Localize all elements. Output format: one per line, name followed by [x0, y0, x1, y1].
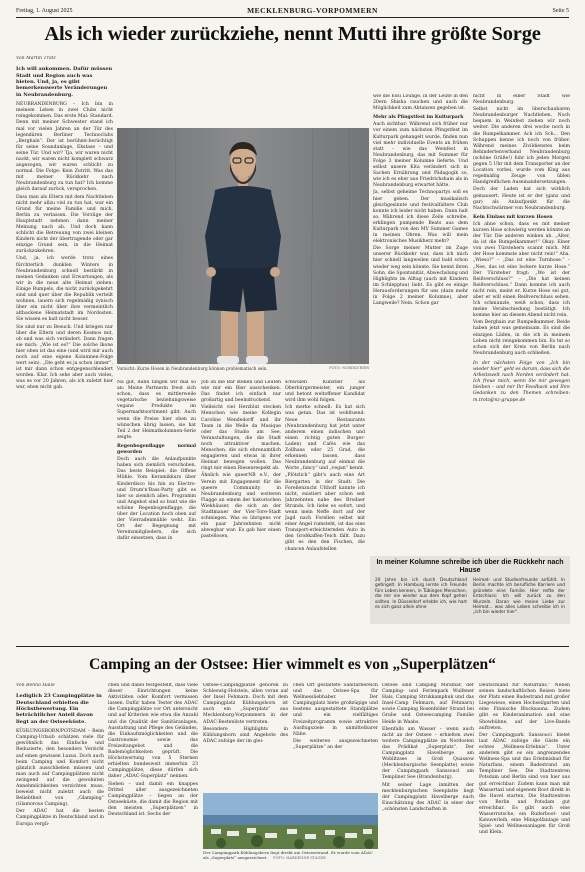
- photo-credit: FOTO: NORDKURIER: [329, 366, 369, 370]
- paragraph: schwulen Künstler als Oberbürgermeister, ein junger und betont weltoffener Kandidat wird ihm wohl folgen.: [285, 380, 365, 404]
- article-column-4: [285, 380, 365, 598]
- byline: Von Martin Trotz: [16, 56, 56, 61]
- info-box-text-left: 20 Jahre bin ich durch Deutschland getingelt. In Hamburg lernte ich Freunde fürs Leben kennen, in Tübingen Menschen, die mir nie wieder aus dem Kopf gehen sollten. In Düsseldorf erlebte ich, wie hart es sich ganz allein ohne: [375, 578, 467, 611]
- campsite-photo: [203, 793, 378, 849]
- photo-caption-2: [203, 851, 378, 861]
- article-lead: Ich will ankommen. Dafür müssen Stadt und Region auch was bieten. Und, ja, es gibt bemerkenswerte Veränderungen in Neubrandenburg.: [16, 66, 113, 98]
- paragraph: Der Campingpark Sanssouci bietet laut ADAC zufolge die Gäste ein echtes „Wellness-Erlebnis“. Unter anderem gibt es ein angrenzendes Wellness-Spa und das Erlebnisbad für Naturfans, einem Badestrand am Templiner See. Die Stadtzentren Potsdam und Berlin sind von hier aus gut erreichbar: Zudem kann man mit Wassertaxi und eigenem Boot direkt in die Havel starten, Die Stadtzentren von Berlin und Potsdam gut erreichbar. Es gibt auch eine Wasserrutsche, ein Ruderboot- und Kanuverleih, eine Minigolfanlage und Spiel- und Wellnessanlagen für Groß und Klein.: [479, 732, 570, 836]
- subheading: Kein Einlass mit kurzen Hosen: [473, 214, 553, 220]
- paragraph: Vielleicht viel Herzblut stecken Menschen wie meine Kollegin Caroline Wendedorff und ihr Team in die Welle da Musique oder das Studio am See. Veranstaltungen, die die Stadt noch attraktiver machen. Menschen, die sich ehrenamtlich engagieren und etwas in ihrer Heimat bewegen wollen. Das ringt mir einen Riesenrespekt ab.: [201, 405, 281, 472]
- paragraph: Ostsee-Campingplätze gehören zu Schleswig-Holstein, allen voran auf der Insel Fehmarn. Doch mit dem Campingplatz Kühlungsborn ist auch ein „Superplatz“ aus Mecklenburg-Vorpommern in der ADAC-Bestenliste vertreten.: [203, 683, 288, 725]
- article-column-1: [16, 56, 113, 598]
- issue-date: Freitag, 1. August 2025: [16, 7, 73, 14]
- article-separator: [16, 646, 569, 647]
- paragraph: NEUBRANDENBURG – Ich bin in meinem Leben in zwei Clubs nicht reingekommen. Das erste Mal: Standard. Denn mit meiner Schwester stand ich mal vor vielen Jahren an der Tür des legendären Berliner Technoclubs „Berghain“. Der ist berühmt-berüchtigt für seine Soundanlage, Ekstase – und seine Tür. Und wir? Tja, wir waren nicht nackt, wir waren nicht komplett schwarz angezogen, wir waren schlicht zu normal. Die Folge: Kein Zutritt. Was das mit meiner Rückkehr nach Neubrandenburg zu tun hat? Ich komme gleich darauf zurück, versprochen.: [16, 102, 113, 193]
- article2-column-2: [108, 683, 198, 872]
- paragraph: Vom Berghain zur Rumpelkammer. Beide haben jetzt was gemeinsam. Es sind die einzigen Läden, in die ich in meinem Leben nicht reingekommen bin. Es tut so schon sich der Kreis von Berlin nach Neubrandenburg auch schließen.: [473, 320, 570, 356]
- article-headline-2: Camping an der Ostsee: Hier wimmelt es von „Superplätzen“: [89, 656, 496, 673]
- paragraph: Ich ahne schon, dass es mit meiner kurzen Hose schwierig werden könnte an der Tür. Die anderen winken ab. „Alter, da ist die Rumpelkammer!“ Okay. Einer von zwei Türstehern scannt mich. Mit der Hose kommste aber nicht rein!“ Aha. „Wieso?“ – „Das ist eine Turnhose.“ – „Nee, das ist eine lockere kurze Hose.“ Der Türsteher fragt: „Wo ist der Reißverschluss?“ – „Die hat keinen Reißverschluss.“ Dann komme ich auch nicht rein, meint er. Kurze Hose sei gut, aber er will einen Reißverschluss sehen. Ich schmunzle, weiß schon, dass ich meine Verabschiedung bestätigt. Ich komme hier an diesem Abend nicht rein.: [473, 221, 570, 319]
- section-title: MECKLENBURG-VORPOMMERN: [247, 6, 378, 15]
- paragraph: Mit seiner Lage inmitten der mecklenburgischen Seenplatte liegt der Campingplatz Havelberge nach Einschätzung des ADAC in einer der „schönsten Landschaften in: [382, 782, 474, 812]
- paragraph: Auch sichtbar: Während sich früher nur vor einem zum nächsten Pfingstfest im Kulturpark gehangelt wurde, finden nun viel mehr individuelle Events an frühen statt – wie das Weinfest in Neubrandenburg, das mit Summer für Folge 3 meiner Kolumne lieferte. Und selbst unsere Kita verändert sich in Sachen Ernährung und Pädagogik so, wie ich es eher aus Friedrichshain als in Neubrandenburg erwartet hätte.: [373, 122, 468, 189]
- paragraph: Job an die Bar stellen und Leuten wie mir ein Bier ausschenken. Das findet ich einfach nur großartig und beeindruckend.: [201, 380, 281, 404]
- info-box-text-right: Heimat- und Studienfreunde anfühlt. In Berlin machte ich berufliche Karriere und gründete eine Familie. Hier reifte der Entschluss: Ich will zurück zu den Wurzeln. Daran wie meine Liebe zur Heimat... was alles Leben schreibe ich in „Ich bin wieder hier“.: [473, 578, 565, 616]
- caption-text: Vorsicht: Kurze Hosen in Neubrandenburg können problematisch sein.: [117, 366, 268, 371]
- portrait-photo: [117, 128, 369, 364]
- paragraph: Ich merke schnell: Es hat sich was getan. Das ist wohltuend. Neue Restaurants (Neubrandenburg hat jetzt unter anderem einen indischen und einen richtig guten Burger-Laden) und Cafés wie das Zollhaus oder 25 Grad, die erkennen lassen, dass Neubrandenburg auf einmal die Worte „fancy“ und „vegan“ kennt.: [285, 405, 365, 472]
- campsite-illustration: [203, 793, 378, 849]
- subheading: Mehr als Pfingstfest im Kulturpark: [373, 115, 464, 121]
- paragraph: chen und dabei festgestellt, dass viele dieser Einrichtungen keine Aktivitäten oder Komfort vermissen lassen. Dafür haben Tester des ADAC die Campingplätze vor Ort untersucht und auf Kriterien wie etwa die Anzahl und die Qualität der Sanitäranlagen, Ausstattung und Pflege des Geländes, die Einkaufsmöglichkeiten und die Gastronomie sowie das Freizeitangebot und die Bademöglichkeiten geprüft. Die Höchstwertung von 5 Sternen erhielten bundesweit immerhin 23 Campingplätze, diese dürfen sich daher „ADAC-Superplatz“ nennen.: [108, 683, 198, 780]
- article2-column-5: [382, 683, 474, 872]
- photo-credit: FOTO: HARDENNE STAGER: [273, 855, 326, 860]
- article-headline: Als ich wieder zurückziehe, nennt Mutti ihre größte Sorge: [44, 23, 541, 45]
- subheading: Regenbogenflagge normal geworden: [117, 443, 196, 456]
- paragraph: Die weiteren ausgezeichneten „Superplätze“ an der: [293, 738, 378, 750]
- paragraph: KÜHLUNGSBORN/POTSDAM – Beim Camping-Urlaub schätzen viele für gewöhnlich das Einfache und Reduzierte, den besonders Verzicht auf einen gewissen Luxus. Doch auch beim Camping und Komfort nicht gänzlich ausschließen müssen und man auch auf Campingplätzen nicht zwingend auf die gewohnten Annehmlichkeiten verzichten muss, beweist nicht zuletzt auch die Beliebtheit von „Glamping“ (Glamorous Camping).: [16, 729, 104, 808]
- paragraph: Sieben – und damit ein knappes Drittel aller ausgezeichneten Campingplätze – liegen an der Ostseeküste, die damit die Region mit den meisten „Superplätzen“ in Deutschland ist. Sechs der: [108, 781, 198, 817]
- info-box-heading: In meiner Kolumne schreibe ich über die Rückkehr nach Hause: [376, 559, 564, 574]
- article-column-5: [373, 94, 468, 556]
- paragraph: Dass man als Eltern mit dem Nachtleben nicht mehr allzu viel zu tun hat, war ein Grund für meine Familie und mich, Berlin zu verlassen. Die Vorzüge der Hauptstadt nehmen dann meiner Meinung nach ab. Und doch kann schlicht die Betreuung von zwei kleinen Kindern nicht der übertragende oder gar einzige Grund sein, in die Heimat zurückzukehren.: [16, 194, 113, 255]
- paragraph: Selbst nicht im überschaubaren Neubrandenburger Nachtleben. Noch bequem in Weinfest ziehen wir noch weiter. Die anderen drei woche noch in die Rumpelkammer. Ach ich Sch... Den Schuppen kenne ich noch von früher. Während meines Zivildienstes beim Behindertenverband Neubrandenburg (schöne Grüße!) fuhr ich jeden Morgen gegen 5 Uhr mit dem Transporter an der Location vorbei, wurde vom King aus regelmäßig Zeuge von üblen Handgreiflichen Auseinandersetzungen.: [473, 107, 570, 186]
- paragraph: Sie sind nur zu Besuch. Und kriegen nur über die Eltern und deren Kosmos mit, ob und was sich verändert. Dann fragen sie mich: „Wie ist es?“ Die solche Ikone hier oben ist das eine (und wird mir auch noch auf eine eigene Kolumnen-Folge wert sein). „Die geht es ja schon immer“, ist mir dann schon entgegenschleudert worden. Klar. Ich sehe aber auch vieles, was es vor 20 Jahren, als ich zuletzt hier war, eben nicht gab.: [16, 324, 113, 391]
- byline: Von Benno Haile: [16, 683, 55, 688]
- article-column-3: [201, 380, 281, 598]
- paragraph: wie die Essi Lounge, in der Leute in den 20ern Shisha rauchen und auch die Möglichkeit zum Abtanzen gegeben ist.: [373, 94, 468, 112]
- paragraph: Der ADAC hat die besten Campingplätze in Deutschland und in Europa vergli-: [16, 809, 104, 827]
- paragraph: Na gut, dann fangen wir mal so an: Meine Partnerin freut sich schon, dass es mittlerweile vegetarische beziehungsweise vegane Produkte im Supermarktsortiment gibt. Auch wenn die Preise hier oben zu wünschen übrig lassen, sie hat Teil 2 der Heimatkolumnen-Serie zeigte.: [117, 380, 196, 440]
- photo-caption: [117, 366, 369, 371]
- paragraph: „Plötzlich“ gibt's auch eine Art Biergarten in der Stadt: Die Forellenzucht Ulthoff kannte ich nicht, existiert aber schon seit Jahrzehnten nahe des Brodaer Strands. Ich liebe es sofort, und wenn mein Neffe dort auf der Jagd nach Forellen selbst mit einer Angel rumsteht, ist das eine Transport-erleichternden Auto in den Großkaffen-Teich fällt. Dazu gibt es den den Fischen, die chancen Anlaufstellen: [285, 473, 365, 552]
- paragraph: Ebenfalls am Wasser – wenn auch nicht an der Ostsee – erhielten zwei weitere Campingplätze im Nordosten das Prädikat „Superplatz“. Der Campingplatz Havelberge am Woblitzsee in Groß Quassow (Mecklenburgische Seenplatte) sowie der Campingpark Sanssouci am Templiner See (Brandenburg).: [382, 726, 474, 781]
- paragraph: Ostsee sind Camping Miramar, der Camping- und Ferienpark Wulfener Hals, Camping Strukkamphuk und das Insel-Camp Fehmarn, auf Fehmarn) sowie Camping Rosenfelder Strand bei Grube und Ostseecamping Familie Heide in Waabs.: [382, 683, 474, 725]
- paragraph: Ähnlich wie queerNB e.V., der Verein mit Engagement für die queere Community in Neubrandenburg und weiteren Flagge an einem der historischen Wiekhäuser, die sich an der Stadtmauer der Vier-Tore-Stadt schmiegen. Was so übrigens vor ein paar Jahrzehnten nicht abwegbar war: Es gab hier einen pastellosen,: [201, 473, 281, 540]
- paragraph: chen Ort gestaltete Sanitärbereich und das Ostsee-Spa für Wellnessliebhaber. Der Campingplatz biete großzügige und bestens ausgestattete Standplätze und ein vielfältiges Freizeitprogramm sowie attraktive Ausflugsziele in unmittelbarer Nähe.: [293, 683, 378, 737]
- page-number: Seite 5: [552, 7, 569, 14]
- paragraph: Doch der Laden hat sich wirklich gemausert. Heute ist er der (ganz und gar) als Anlaufpunkt für die Nachtschwärmer von Neubrandenburg.: [473, 187, 570, 211]
- caption-text: Der Campingpark Kühlungsborn liegt direkt am Ostseestrand. Er wurde vom ADAC als „Superplatz“ ausgezeichnet.: [203, 850, 373, 860]
- column-info-box: [370, 556, 570, 624]
- portrait-illustration: [117, 128, 369, 364]
- article2-lead: Lediglich 23 Campingplätze in Deutschland erhielten die Höchstbewertung. Ein beträchtlicher Anteil davon liegt an der Ostseeküste.: [16, 693, 102, 725]
- paragraph: Deutschland für Naturfans.“ Neben seinen landschaftlichen Reizen biete der Platz einen Badestrand mit großer Liegewiese, einen Hochseilgarten und eine Finnische Blocksauna. Zudem gibt es Kinderanimation und eine Showbühne, auf der Live-Bands auftreten.: [479, 683, 570, 731]
- article-column-6: [473, 94, 570, 556]
- article-column-2: [117, 380, 196, 598]
- article2-column-1: [16, 683, 104, 872]
- paragraph: Ja, selbst geheime Technopartys soll es hier geben. Der musikalisch gleichgesinnte und festivalfaltere Club konnte ich leider nicht haben. Dann halt so. Während ich diese Zeile schreibe, erklingen pumpende Beats aus dem Kulturpark von den MV Summer Games in meinen Ohren. Was will mein elektronisches Musikherz mehr?: [373, 190, 468, 245]
- article2-column-4: [293, 683, 378, 791]
- paragraph: Besondere Highlights in Kühlungsborn sind Angebote des ADAC zufolge der im glei-: [203, 726, 288, 744]
- column-note: In der nächsten Folge von „Ich bin wieder hier“ geht es darum, dass sich die Arbeitswelt nach Norden verändert hat. Ich freue mich, wenn Sie mir gewogen bleiben – und mir Ihr Feedback und Ihre Gedanken zu den Themen schreiben: m.trotz@nz-gruppe.de: [473, 360, 570, 403]
- article2-column-6: [479, 683, 570, 872]
- paragraph: Doch auch die Anlaufpunkte haben sich ziemlich verschoben. Das beste Beispiel: die Offene Mühle. Vom Keramikkurs über Kinderdisco bis hin zu Electro- und Drum'n'Bass-Party gibt es hier so ziemlich alles. Programm und Angebot sind so bunt wie die schöne Regenbogenflagge, die über der Location hoch oben auf der Vierradenmühle weht. Ein Ort der Begegnung mit Vereinsmitgliedern, die sich dafür einsetzen, dass in: [117, 457, 196, 542]
- paragraph: nicht in einer Stadt wie Neubrandenburg.: [473, 94, 570, 106]
- paragraph: Und, ja, ich werde trotz eines fürchterlich dunklen Winters in Neubrandenburg schnell bestärkt in meinen Gedanken und Erwartungen, als wir in die neue alte Heimat ziehen: Einige Rumpels, die nicht zurückgekehrt sind und quer über die Republik verteilt wohnen, lauern sich regelmäßig zynisch über ein nicht über ihre vermeintlich altbackene Heimatstadt im Nordosten. Sie wissen es halt nicht besser.: [16, 256, 113, 323]
- page-header: [16, 5, 569, 16]
- article2-column-3: [203, 683, 288, 791]
- paragraph: Die Sorge meiner Mutter im Zuge unserer Rückkehr war, dass ich mich hier schnell langweilen und bald schon wieder weg sein könnte. Sie kennt ihren Sohn, die Spontanität, Abwechslung und Highlights im Alltag (auch mit Kindern im Schlepptau) liebt. Es gibt es einige Herausforderungen für uns (dazu mehr in Folge 2 meiner Kolumne), aber Langweile? Nein. Schon gar: [373, 246, 468, 307]
- header-rule: [16, 17, 569, 18]
